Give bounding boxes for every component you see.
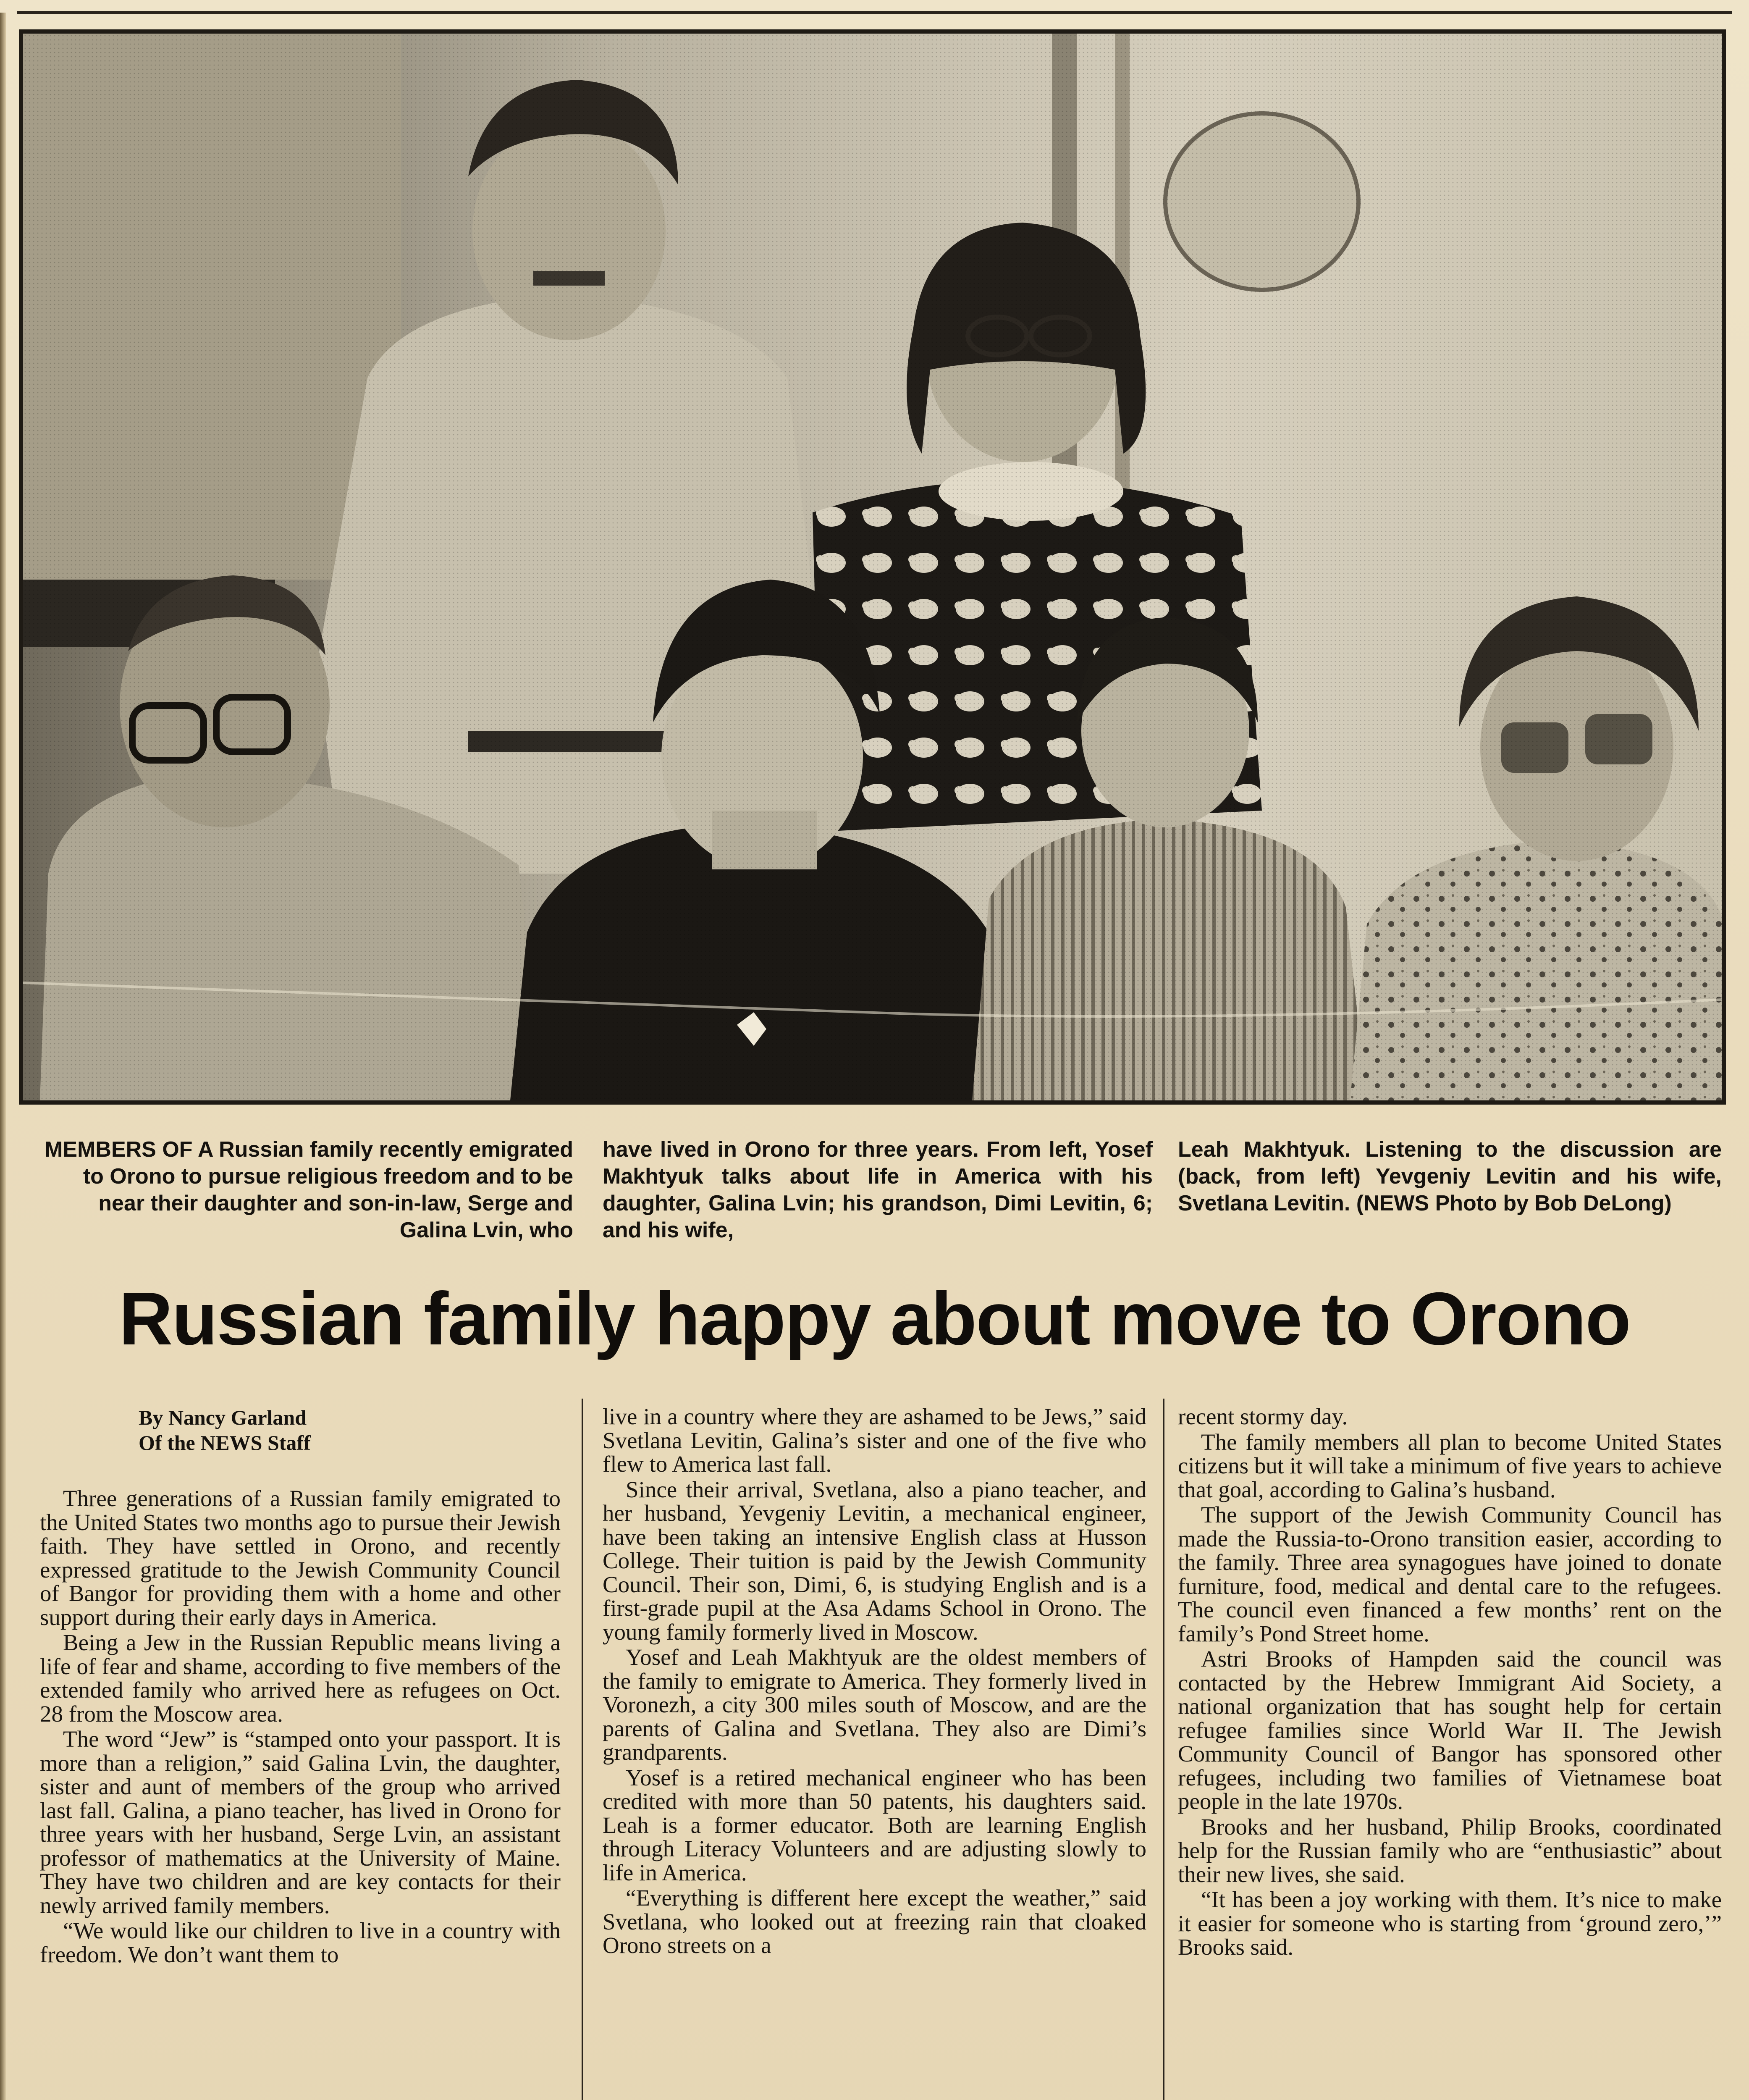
article-paragraph: The word “Jew” is “stamped onto your passport. It is more than a religion,” said Galina Lvin, the daughter, sister and aunt of members of the group who arrived last fall. Galina, a piano teacher, has lived in Orono for three years with her husband, Serge Lvin, an assistant professor of mathematics at the University of Maine. They have two children and are key contacts for their newly arrived family members.: [40, 1726, 561, 1918]
byline-author: By Nancy Garland: [139, 1406, 307, 1429]
photo-caption-col1: MEMBERS OF A Russian family recently emigrated to Orono to pursue religious freedom and to be near their daughter and son-in-law, Serge and Galina Lvin, who: [45, 1137, 573, 1242]
article-paragraph: The family members all plan to become United States citizens but it will take a minimum of five years to achieve that goal, according to Galina’s husband.: [1178, 1429, 1722, 1502]
article-paragraph: Being a Jew in the Russian Republic means living a life of fear and shame, according to five members of the extended family who arrived here as refugees on Oct. 28 from the Moscow area.: [40, 1630, 561, 1727]
family-photo: [19, 29, 1726, 1105]
article-column-3: [1178, 1405, 1722, 1959]
photo-caption-col3: Leah Makhtyuk. Listening to the discussion are (back, from left) Yevgeniy Levitin and his wife, Svetlana Levitin. (NEWS Photo by Bob DeLong): [1178, 1137, 1722, 1215]
column-rule: [582, 1399, 583, 2100]
article-paragraph: Three generations of a Russian family emigrated to the United States two months ago to pursue their Jewish faith. They have settled in Orono, and recently expressed gratitude to the Jewish Community Council of Bangor for providing them with a home and other support during their early days in America.: [40, 1486, 561, 1630]
top-rule: [17, 11, 1732, 14]
article-paragraph: recent stormy day.: [1178, 1404, 1348, 1429]
article-paragraph: The support of the Jewish Community Council has made the Russia-to-Orono transition easier, according to the family. Three area synagogues have joined to donate furniture, food, medical and dental care to the refugees. The council even financed a few months’ rent on the family’s Pond Street home.: [1178, 1502, 1722, 1646]
article-column-2: [603, 1405, 1146, 1958]
photo-caption-col2: have lived in Orono for three years. From left, Yosef Makhtyuk talks about life in America with his daughter, Galina Lvin; his grandson, Dimi Levitin, 6; and his wife,: [603, 1137, 1153, 1242]
column-rule: [1163, 1399, 1164, 2100]
article-paragraph: “We would like our children to live in a country with freedom. We don’t want them to: [40, 1918, 561, 1967]
torn-left-edge: [0, 13, 6, 2100]
article-column-1: [40, 1487, 561, 1966]
halftone-photo-icon: [23, 34, 1722, 1100]
article-paragraph: Since their arrival, Svetlana, also a piano teacher, and her husband, Yevgeniy Levitin, a mechanical engineer, have been taking an intensive English class at Husson College. Their tuition is paid by the Jewish Community Council. Their son, Dimi, 6, is studying English and is a first-grade pupil at the Asa Adams School in Orono. The young family formerly lived in Moscow.: [603, 1476, 1146, 1645]
headline: Russian family happy about move to Orono: [118, 1277, 1631, 1360]
byline-affiliation: Of the NEWS Staff: [139, 1431, 311, 1454]
byline: [139, 1405, 475, 1455]
article-paragraph: Yosef is a retired mechanical engineer who has been credited with more than 50 patents, his daughters said. Leah is a former educator. Both are learning English through Literacy Volunteers and are adjusting slowly to life in America.: [603, 1764, 1146, 1885]
article-paragraph: “It has been a joy working with them. It’s nice to make it easier for someone who is starting from ‘ground zero,’” Brooks said.: [1178, 1887, 1722, 1960]
article-paragraph: Brooks and her husband, Philip Brooks, coordinated help for the Russian family who are “enthusiastic” about their new lives, she said.: [1178, 1814, 1722, 1887]
article-paragraph: Astri Brooks of Hampden said the council was contacted by the Hebrew Immigrant Aid Society, a national organization that has sought help for certain refugee families since World War II. The Jewish Community Council of Bangor has sponsored other refugees, including two families of Vietnamese boat people in the late 1970s.: [1178, 1646, 1722, 1814]
article-paragraph: live in a country where they are ashamed to be Jews,” said Svetlana Levitin, Galina’s sister and one of the five who flew to America last fall.: [603, 1404, 1146, 1477]
article-paragraph: “Everything is different here except the weather,” said Svetlana, who looked out at freezing rain that cloaked Orono streets on a: [603, 1885, 1146, 1958]
article-paragraph: Yosef and Leah Makhtyuk are the oldest members of the family to emigrate to America. They formerly lived in Voronezh, a city 300 miles south of Moscow, and are the parents of Galina and Svetlana. They also are Dimi’s grandparents.: [603, 1644, 1146, 1765]
